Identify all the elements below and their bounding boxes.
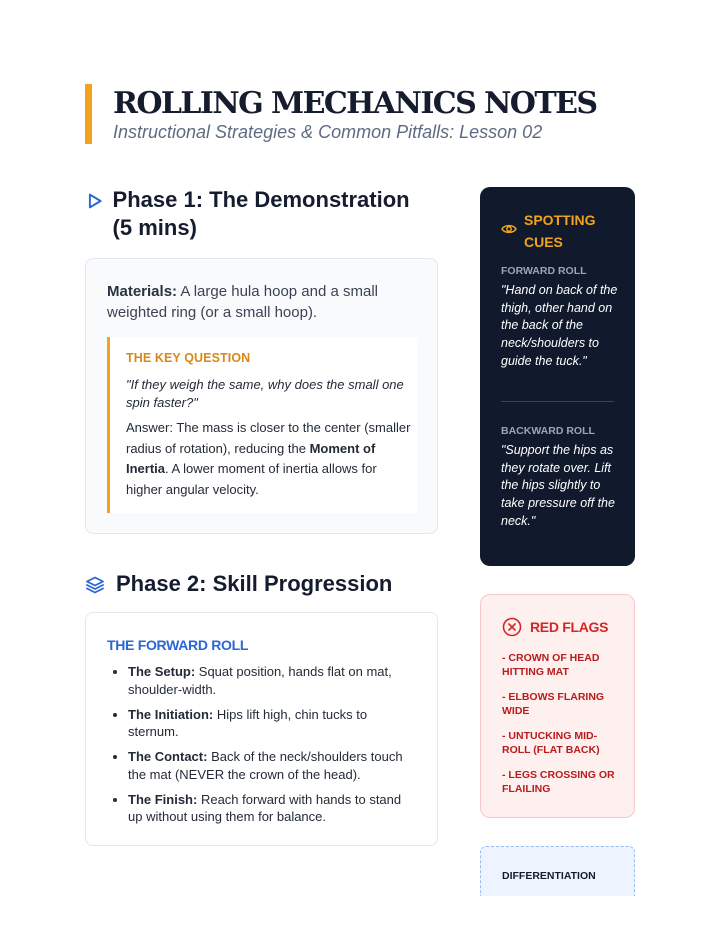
differentiation-panel xyxy=(480,846,635,896)
steps-list xyxy=(128,663,413,833)
backward-roll-cue: "Support the hips as they rotate over. Lift the hips slightly to take pressure off the neck." xyxy=(501,443,615,528)
divider xyxy=(501,401,614,402)
answer-term: Moment of Inertia xyxy=(126,440,376,476)
forward-roll-label: THE FORWARD ROLL xyxy=(107,637,249,653)
list-item xyxy=(128,748,413,783)
list-item xyxy=(128,791,413,826)
phase2-heading xyxy=(85,570,435,598)
step-label: The Contact: xyxy=(128,749,208,764)
play-icon xyxy=(85,191,105,211)
red-flags-label: RED FLAGS xyxy=(530,619,609,635)
answer-text-end: . A lower moment of inertia allows for higher angular velocity. xyxy=(126,461,377,497)
answer-text: Answer: The mass is closer to the center (smaller radius of rotation), reducing the xyxy=(126,420,411,456)
step-label: The Initiation: xyxy=(128,706,214,722)
page-subtitle: Instructional Strategies & Common Pitfalls: Lesson 02 xyxy=(113,122,543,142)
red-flag-item: - CROWN OF HEAD HITTING MAT xyxy=(502,652,600,678)
key-question-label: THE KEY QUESTION xyxy=(126,351,251,365)
step-text: Squat position, hands flat on mat, shoulder-width. xyxy=(128,664,392,697)
step-text: Back of the neck/shoulders touch the mat (NEVER the crown of the head). xyxy=(128,749,403,782)
red-flag-item: - LEGS CROSSING OR FLAILING xyxy=(502,769,615,795)
step-label: The Setup: xyxy=(128,664,196,679)
accent-bar xyxy=(85,84,92,144)
page-title: ROLLING MECHANICS NOTES xyxy=(113,86,597,121)
materials-card xyxy=(85,258,438,534)
step-text: Reach forward with hands to stand up without using them for balance. xyxy=(128,791,402,824)
backward-roll-sublabel: BACKWARD ROLL xyxy=(501,425,595,437)
red-flags-panel xyxy=(480,594,635,818)
phase1-heading xyxy=(85,186,435,242)
step-text: Hips lift high, chin tucks to sternum. xyxy=(128,706,368,739)
forward-roll-cue: "Hand on back of the thigh, other hand on the back of the neck/shoulders to guide the tuck." xyxy=(501,283,618,368)
key-question-text: "If they weigh the same, why does the small one spin faster?" xyxy=(126,377,404,410)
differentiation-label: DIFFERENTIATION xyxy=(502,870,596,882)
list-item xyxy=(128,663,413,698)
list-item xyxy=(128,706,413,741)
eye-icon xyxy=(501,221,517,237)
red-flag-item: - UNTUCKING MID-ROLL (FLAT BACK) xyxy=(502,730,600,756)
phase2-title: Phase 2: Skill Progression xyxy=(116,571,393,596)
key-question-box xyxy=(107,337,417,513)
x-circle-icon xyxy=(502,617,522,637)
forward-roll-card xyxy=(85,612,438,846)
materials-label: Materials: xyxy=(107,283,178,300)
phase1-title: Phase 1: The Demonstration (5 mins) xyxy=(112,187,410,240)
materials-body: A large hula hoop and a small weighted ring (or a small hoop). xyxy=(107,283,379,321)
page-header xyxy=(85,84,645,144)
key-question-answer xyxy=(126,418,411,500)
layers-icon xyxy=(85,575,105,595)
materials-text xyxy=(107,281,407,323)
forward-roll-sublabel: FORWARD ROLL xyxy=(501,265,587,277)
red-flag-item: - ELBOWS FLARING WIDE xyxy=(502,691,605,717)
spotting-cues-panel xyxy=(480,187,635,566)
step-label: The Finish: xyxy=(128,791,198,807)
spotting-cues-label: SPOTTING CUES xyxy=(524,212,596,250)
